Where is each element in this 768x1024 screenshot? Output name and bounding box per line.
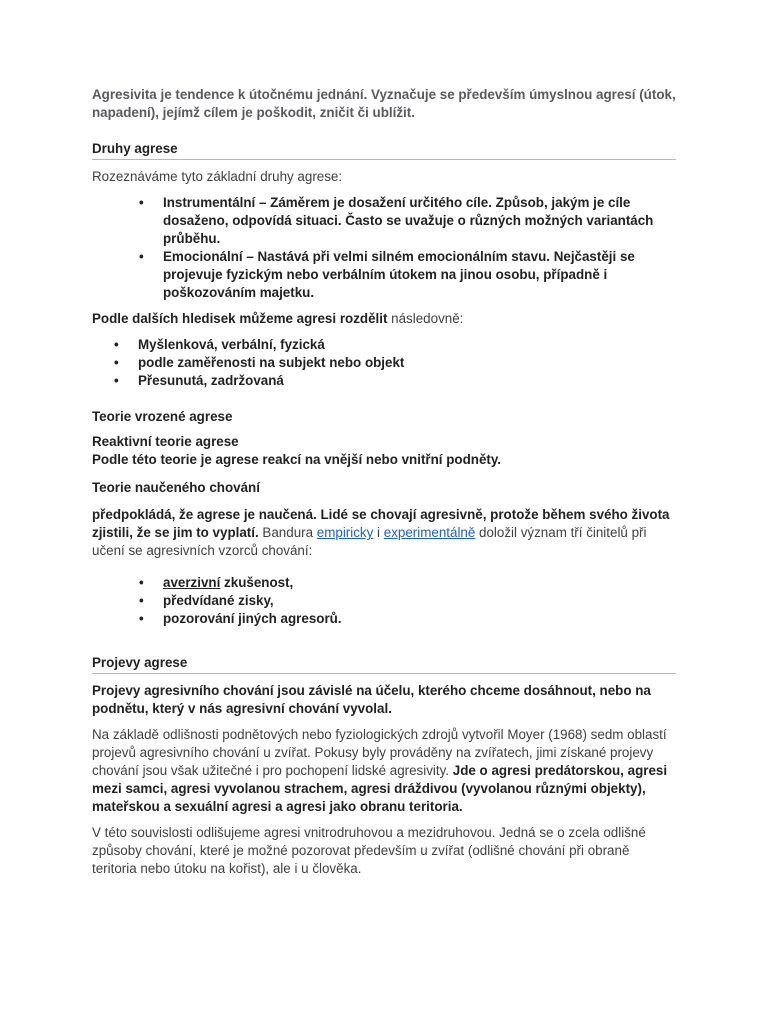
projevy-p1-bold: Jde o agresi predátorskou, agresi mezi samci, agresi vyvolanou strachem, agresi dráždivou (vyvolanou různými objekty), mateřskou a sexuální agresi a agresi jako obranu teritoria.: [92, 763, 668, 814]
reaktivni-text: Podle této teorie je agrese reakcí na vnější nebo vnitřní podněty.: [92, 452, 502, 467]
list-item: • Přesunutá, zadržovaná: [92, 372, 676, 390]
list-item: • podle zaměřenosti na subjekt nebo objekt: [92, 354, 676, 372]
druhy-list: [92, 194, 676, 302]
nauceni-plain-2: i: [373, 525, 384, 540]
projevy-p1-plain: Na základě odlišnosti podnětových nebo fyziologických zdrojů vytvořil Moyer (1968) sedm oblastí projevů agresivního chování u zvířat. Pokusy byly prováděny na zvířatech, jimi získané projevy chování jsou však užitečné i pro pochopení lidské agresivity.: [92, 727, 667, 778]
heading-nauceneho-chovani: Teorie naučeného chování: [92, 480, 260, 495]
list-item: • Myšlenková, verbální, fyzická: [92, 336, 676, 354]
heading-druhy-agrese: Druhy agrese: [92, 140, 676, 160]
list-item: • Instrumentální – Záměrem je dosažení určitého cíle. Způsob, jakým je cíle dosaženo, odpovídá situaci. Často se uvažuje o různých možných variantách průběhu.: [92, 194, 676, 248]
nauceni-plain-1: Bandura: [258, 525, 317, 540]
druhy-lead: Rozeznáváme tyto základní druhy agrese:: [92, 169, 343, 184]
projevy-lead: Projevy agresivního chování jsou závislé na účelu, kterého chceme dosáhnout, nebo na podnětu, který v nás agresivní chování vyvolal.: [92, 683, 651, 716]
list-item: • předvídané zisky,: [92, 592, 676, 610]
list-item: • Emocionální – Nastává při velmi silném emocionálním stavu. Nejčastěji se projevuje fyzickým nebo verbálním útokem na jinou osobu, případně i poškozováním majetku.: [92, 248, 676, 302]
list-item: • pozorování jiných agresorů.: [92, 610, 676, 628]
nauceni-bold: předpokládá, že agrese je naučená. Lidé se chovají agresivně, protože během svého života zjistili, že se jim to vyplatí.: [92, 507, 670, 540]
item1-rest: zkušenost,: [220, 575, 294, 590]
intro-paragraph: Agresivita je tendence k útočnému jednání. Vyznačuje se především úmyslnou agresí (útok, napadení), jejímž cílem je poškodit, zničit či ublížit.: [92, 87, 676, 120]
averzivni-word: averzivní: [163, 575, 221, 590]
nauceni-paragraph: [92, 506, 676, 560]
list-item: [92, 574, 676, 592]
factors-list: [92, 574, 676, 628]
heading-reaktivni: Reaktivní teorie agrese: [92, 434, 239, 449]
projevy-paragraph-1: [92, 726, 676, 816]
link-experimentalne[interactable]: experimentálně: [383, 525, 476, 540]
further-plain: následovně:: [387, 311, 464, 326]
further-bold: Podle dalších hledisek můžeme agresi rozdělit: [92, 311, 388, 326]
further-list: [92, 336, 676, 390]
heading-projevy-agrese: Projevy agrese: [92, 654, 676, 674]
link-empiricky[interactable]: empiricky: [316, 525, 374, 540]
heading-teorie-vrozene: Teorie vrozené agrese: [92, 409, 233, 424]
projevy-paragraph-2: V této souvislosti odlišujeme agresi vnitrodruhovou a mezidruhovou. Jedná se o zcela odlišné způsoby chování, které je možné pozorovat především u zvířat (odlišné chování při obraně teritoria nebo útoku na kořist), ale i u člověka.: [92, 825, 646, 876]
further-division-line: [92, 310, 676, 328]
nauceni-plain-3: doložil význam tří činitelů při učení se agresivních vzorců chování:: [92, 525, 647, 558]
